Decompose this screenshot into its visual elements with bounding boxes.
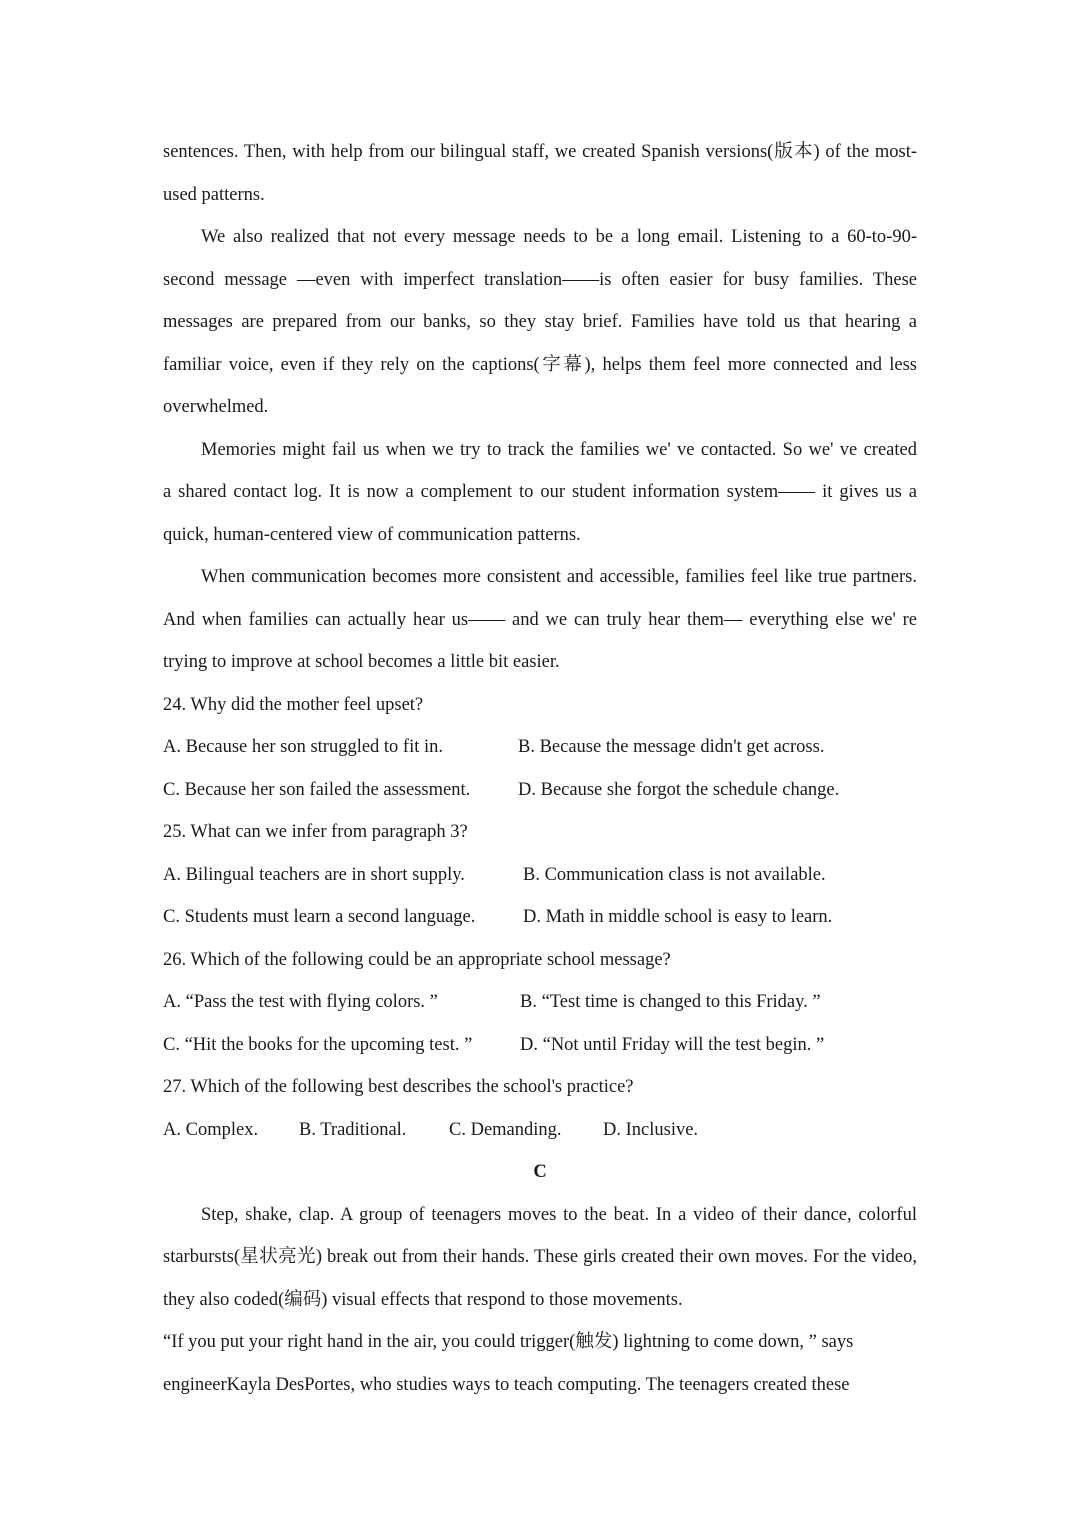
text-line: starbursts(星状亮光) break out from their hands. These girls created their own moves. For the video, (163, 1247, 917, 1267)
text-line: trying to improve at school becomes a little bit easier. (163, 652, 560, 672)
question-25 (163, 811, 917, 939)
question-24 (163, 684, 917, 812)
text-line: used patterns. (163, 184, 265, 205)
option-b: B. Communication class is not available. (523, 864, 826, 885)
text-line: overwhelmed. (163, 397, 269, 417)
paragraph (163, 429, 917, 557)
option-row (163, 981, 917, 1024)
option-row (163, 769, 917, 812)
option-c: C. Because her son failed the assessment. (163, 779, 471, 800)
option-a: A. Bilingual teachers are in short supply. (163, 864, 465, 885)
text-line: When communication becomes more consistent and accessible, families feel like true partners. (201, 567, 917, 587)
question-stem: 24. Why did the mother feel upset? (163, 694, 424, 715)
text-line: a shared contact log. It is now a complement to our student information system—— it gives us a (163, 482, 917, 502)
option-row (163, 1109, 917, 1152)
option-d: D. Because she forgot the schedule change. (518, 779, 840, 800)
paragraph (163, 556, 917, 684)
text-line: engineerKayla DesPortes, who studies ways to teach computing. The teenagers created these (163, 1374, 850, 1395)
option-b: B. Traditional. (299, 1119, 407, 1140)
option-d: D. Math in middle school is easy to learn. (523, 907, 833, 927)
text-line: Step, shake, clap. A group of teenagers moves to the beat. In a video of their dance, colorful (201, 1204, 917, 1225)
text-line: familiar voice, even if they rely on the captions(字幕), helps them feel more connected and less (163, 354, 917, 375)
text-line: We also realized that not every message needs to be a long email. Listening to a 60-to-90- (201, 227, 917, 247)
question-27 (163, 1066, 917, 1151)
option-row (163, 896, 917, 939)
text-line: messages are prepared from our banks, so they stay brief. Families have told us that hearing a (163, 312, 917, 332)
text-line: sentences. Then, with help from our bilingual staff, we created Spanish versions(版本) of the most- (163, 142, 917, 162)
option-row (163, 726, 917, 769)
page-content (163, 131, 917, 1406)
question-stem: 26. Which of the following could be an appropriate school message? (163, 949, 671, 970)
question-stem: 27. Which of the following best describes the school's practice? (163, 1077, 634, 1097)
section-heading: C (533, 1162, 547, 1182)
option-row (163, 1024, 917, 1067)
question-26 (163, 939, 917, 1067)
option-c: C. Demanding. (449, 1119, 562, 1140)
option-b: B. “Test time is changed to this Friday. ” (520, 992, 821, 1012)
option-c: C. Students must learn a second language. (163, 907, 476, 927)
option-c: C. “Hit the books for the upcoming test. ” (163, 1034, 473, 1055)
text-line: “If you put your right hand in the air, you could trigger(触发) lightning to come down, ” says (163, 1332, 854, 1352)
paragraph (163, 216, 917, 429)
text-line: quick, human-centered view of communication patterns. (163, 524, 581, 545)
paragraph (163, 1321, 917, 1406)
option-a: A. Because her son struggled to fit in. (163, 737, 444, 757)
paragraph (163, 131, 917, 216)
text-line: they also coded(编码) visual effects that respond to those movements. (163, 1289, 683, 1310)
option-d: D. Inclusive. (603, 1119, 699, 1140)
text-line: And when families can actually hear us—— and we can truly hear them— everything else we' re (163, 609, 917, 630)
option-row (163, 854, 917, 897)
question-stem: 25. What can we infer from paragraph 3? (163, 822, 468, 842)
option-b: B. Because the message didn't get across. (518, 737, 825, 757)
option-a: A. Complex. (163, 1119, 259, 1140)
option-a: A. “Pass the test with flying colors. ” (163, 992, 438, 1012)
option-d: D. “Not until Friday will the test begin. ” (520, 1034, 825, 1055)
text-line: Memories might fail us when we try to track the families we' ve contacted. So we' ve created (201, 439, 917, 460)
text-line: second message —even with imperfect translation——is often easier for busy families. These (163, 269, 917, 290)
paragraph (163, 1194, 917, 1322)
